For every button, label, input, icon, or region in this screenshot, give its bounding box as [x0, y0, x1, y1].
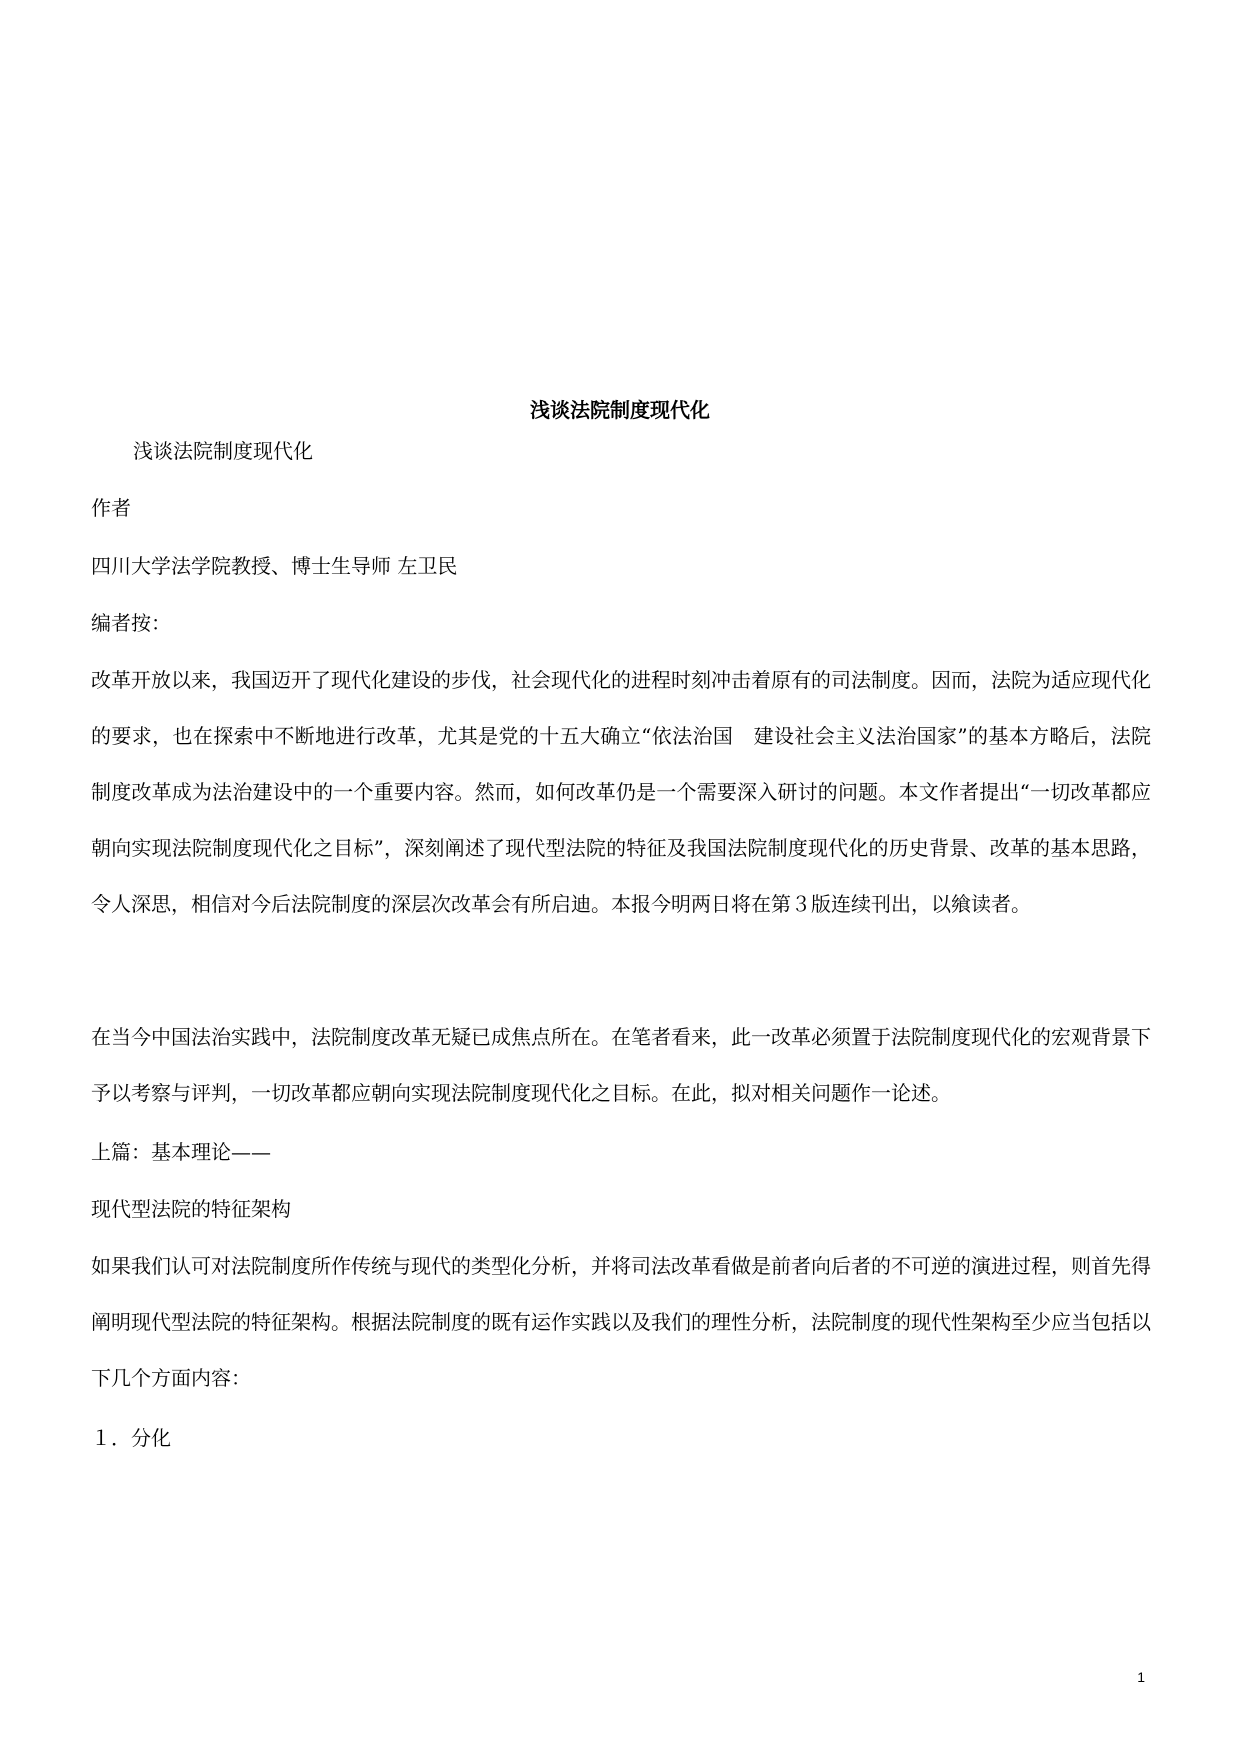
page-number: 1 [1137, 1669, 1145, 1685]
section-heading-features: 现代型法院的特征架构 [91, 1197, 291, 1221]
intro-paragraph: 在当今中国法治实践中，法院制度改革无疑已成焦点所在。在笔者看来，此一改革必须置于法院制度现代化的宏观背景下予以考察与评判，一切改革都应朝向实现法院制度现代化之目标。在此，拟对相关问题作一论述。 [91, 1025, 1151, 1105]
document-title: 浅谈法院制度现代化 [530, 398, 710, 422]
list-item-differentiation: １．分化 [91, 1426, 171, 1450]
section-heading-part-one: 上篇：基本理论—— [91, 1140, 271, 1164]
document-subtitle: 浅谈法院制度现代化 [133, 439, 313, 463]
author-name: 四川大学法学院教授、博士生导师 左卫民 [91, 554, 458, 578]
editor-note-paragraph: 改革开放以来，我国迈开了现代化建设的步伐，社会现代化的进程时刻冲击着原有的司法制度。因而，法院为适应现代化的要求，也在探索中不断地进行改革，尤其是党的十五大确立“依法治国 建设社会主义法治国家”的基本方略后，法院制度改革成为法治建设中的一个重要内容。然而，如何改革仍是一个需要深入研讨的问题。本文作者提出“一切改革都应朝向实现法院制度现代化之目标”，深刻阐述了现代型法院的特征及我国法院制度现代化的历史背景、改革的基本思路，令人深思，相信对今后法院制度的深层次改革会有所启迪。本报今明两日将在第３版连续刊出，以飨读者。 [91, 668, 1151, 916]
section-body-paragraph: 如果我们认可对法院制度所作传统与现代的类型化分析，并将司法改革看做是前者向后者的不可逆的演进过程，则首先得阐明现代型法院的特征架构。根据法院制度的既有运作实践以及我们的理性分析，法院制度的现代性架构至少应当包括以下几个方面内容： [91, 1254, 1151, 1390]
author-label: 作者 [91, 496, 131, 520]
editor-note-label: 编者按： [91, 611, 171, 635]
